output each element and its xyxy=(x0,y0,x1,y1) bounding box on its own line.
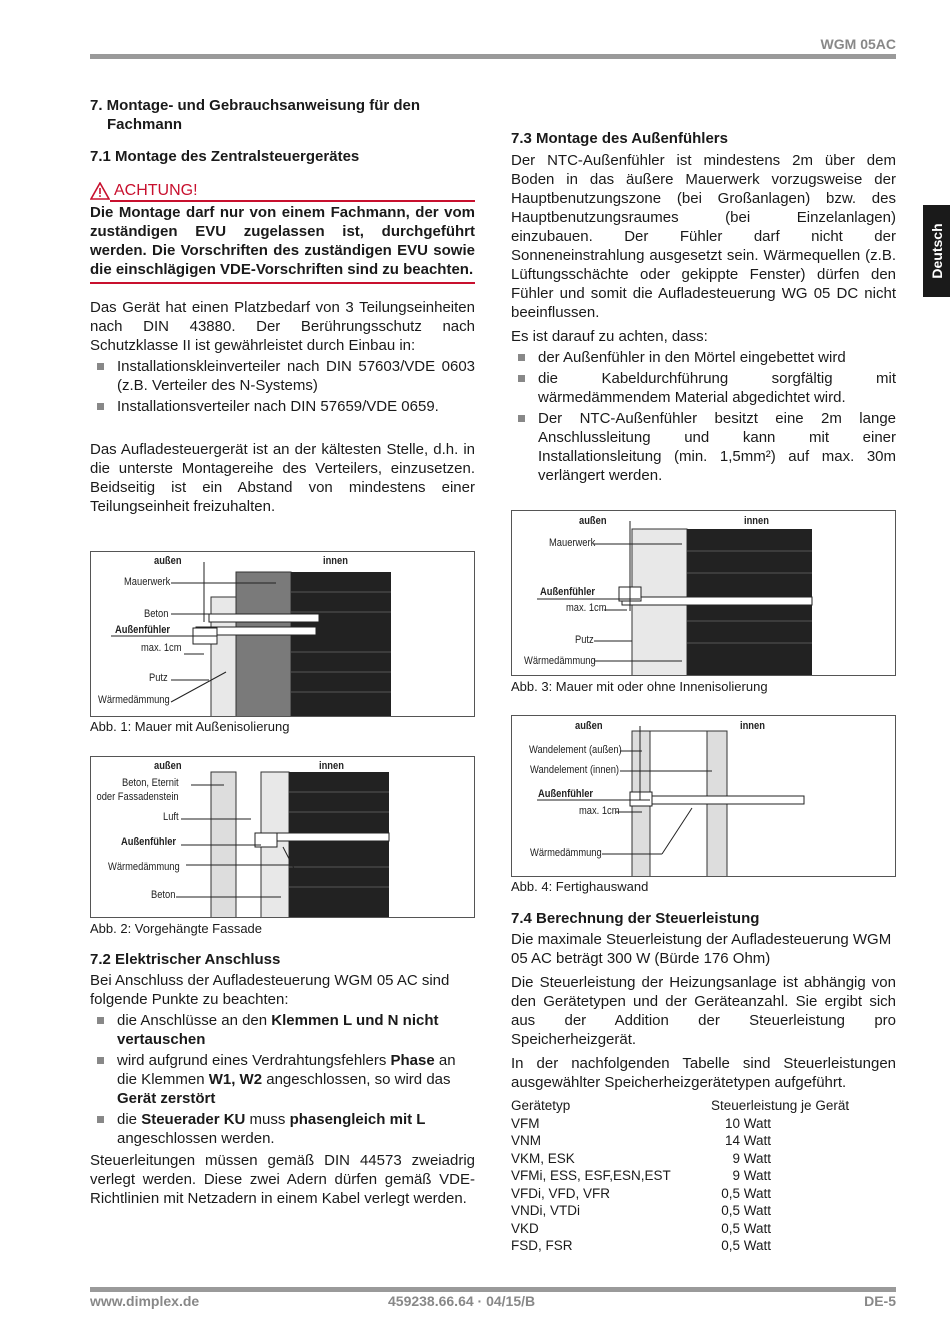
label-innen: innen xyxy=(323,555,348,567)
label-waermedaemmung: Wärmedämmung xyxy=(108,861,180,873)
document-title: WGM 05AC xyxy=(820,36,896,52)
list-item: Der NTC-Außenfühler besitzt eine 2m lange Anschlussleitung und kann mit einer Installationsleitung (min. 1,5mm²) auf max. 30m verlängert werden. xyxy=(511,409,896,485)
warning-triangle-icon xyxy=(90,182,110,200)
table-row: VKD 0,5 Watt xyxy=(511,1220,771,1236)
label-aussenfuehler: Außenfühler xyxy=(538,788,594,800)
table-row: FSD, FSR 0,5 Watt xyxy=(511,1238,771,1253)
label-aussen: außen xyxy=(154,555,182,567)
table-row: VKM, ESK 9 Watt xyxy=(511,1150,771,1166)
footer-docnum: 459238.66.64 · 04/15/B xyxy=(388,1293,536,1309)
warning-rule-bottom xyxy=(90,282,475,284)
heading-7-3: 7.3 Montage des Außenfühlers xyxy=(511,130,728,147)
list-item: Installationskleinverteiler nach DIN 57603/VDE 0603 (z.B. Verteiler des N-Systems) xyxy=(90,357,475,395)
label-putz: Putz xyxy=(575,634,594,646)
figure-3 xyxy=(511,510,896,676)
label-fassadenstein: oder Fassadenstein xyxy=(96,791,179,803)
label-mauerwerk: Mauerwerk xyxy=(124,576,171,588)
left-column-bottom xyxy=(90,950,475,1208)
list-installation xyxy=(90,357,475,416)
paragraph-ntc: Der NTC-Außenfühler ist mindestens 2m über dem Boden in das äußere Mauerwerk vorzugsweise der Hauptbenutzungszone (bei Großanlagen) bzw. des Hauptbenutzungsraumes (bei Einzelanlagen) einzubauen. Der Fühler darf nicht der Sonneneinstrahlung ausgesetzt sein. Wärmequellen (z.B. Lüftungsschächte oder gekippte Fenster) dürfen den Fühler und somit die Aufladesteuerung WG 05 DC nicht beeinflussen. xyxy=(511,152,896,321)
label-aussen: außen xyxy=(579,515,607,527)
label-beton: Beton xyxy=(144,608,169,620)
table-row: VFMi, ESS, ESF,ESN,EST 9 Watt xyxy=(511,1168,771,1183)
paragraph-platzbedarf: Das Gerät hat einen Platzbedarf von 3 Teilungseinheiten nach DIN 43880. Der Berührungsschutz nach Schutzklasse II ist gewährleistet durch Einbau in: xyxy=(90,299,475,354)
steuerleistung-table xyxy=(511,1097,849,1255)
footer-rule xyxy=(90,1287,896,1292)
list-item: wird aufgrund eines Verdrahtungsfehlers Phase an die Klemmen W1, W2 angeschlossen, so wird das Gerät zerstört xyxy=(90,1051,475,1108)
label-beton: Beton xyxy=(151,889,176,901)
label-aussenfuehler: Außenfühler xyxy=(115,624,171,636)
label-putz: Putz xyxy=(149,672,168,684)
list-item: der Außenfühler in den Mörtel eingebettet wird xyxy=(511,348,896,367)
table-row: VNM 14 Watt xyxy=(511,1133,771,1148)
heading-7: 7. Montage- und Gebrauchsanweisung für den Fachmann xyxy=(90,97,421,133)
list-anschluss xyxy=(90,1011,475,1148)
table-row: VNDi, VTDi 0,5 Watt xyxy=(511,1203,771,1218)
language-tab xyxy=(923,205,950,297)
label-mauerwerk: Mauerwerk xyxy=(549,537,596,549)
figure-2-caption: Abb. 2: Vorgehängte Fassade xyxy=(90,921,263,936)
label-aussen: außen xyxy=(154,760,182,772)
list-item: Installationsverteiler nach DIN 57659/VDE 0659. xyxy=(90,397,475,416)
warning-box xyxy=(90,181,475,284)
label-innen: innen xyxy=(744,515,769,527)
label-max-1cm: max. 1cm xyxy=(141,642,182,654)
table-header-row xyxy=(511,1097,849,1115)
label-innen: innen xyxy=(319,760,344,772)
paragraph-achten: Es ist darauf zu achten, dass: xyxy=(511,328,708,345)
label-aussenfuehler: Außenfühler xyxy=(121,836,177,848)
label-waermedaemmung: Wärmedämmung xyxy=(524,655,596,667)
right-column-top xyxy=(511,129,896,485)
table-header: Gerätetyp xyxy=(511,1098,571,1113)
warning-text: Die Montage darf nur von einem Fachmann, der vom zuständigen EVU zugelassen ist, durchgeführt werden. Die Vorschriften des zuständigen EVU sowie die einschlägigen VDE-Vorschriften sind zu beachten. xyxy=(90,204,475,278)
list-item: die Kabeldurchführung sorgfältig mit wärmedämmendem Material abgedichtet wird. xyxy=(511,369,896,407)
label-aussenfuehler: Außenfühler xyxy=(540,586,596,598)
label-wandelement-innen: Wandelement (innen) xyxy=(530,764,620,776)
label-max-1cm: max. 1cm xyxy=(566,602,607,614)
label-waermedaemmung: Wärmedämmung xyxy=(530,847,602,859)
paragraph-max-steuerleistung: Die maximale Steuerleistung der Aufladesteuerung WGM 05 AC beträgt 300 W (Bürde 176 Ohm) xyxy=(511,931,892,967)
label-max-1cm: max. 1cm xyxy=(579,805,620,817)
figure-2 xyxy=(90,756,475,918)
label-innen: innen xyxy=(740,720,765,732)
table-row: VFDi, VFD, VFR 0,5 Watt xyxy=(511,1185,771,1201)
label-luft: Luft xyxy=(163,811,179,823)
paragraph-anschluss: Bei Anschluss der Aufladesteuerung WGM 05 AC sind folgende Punkte zu beachten: xyxy=(90,972,450,1008)
list-achten xyxy=(511,348,896,485)
header-rule xyxy=(90,54,896,59)
label-aussen: außen xyxy=(575,720,603,732)
figure-3-caption: Abb. 3: Mauer mit oder ohne Innenisolierung xyxy=(511,679,768,694)
right-column-bottom xyxy=(511,909,896,1092)
list-item: die Anschlüsse an den Klemmen L und N nicht vertauschen xyxy=(90,1011,475,1049)
figure-1-caption: Abb. 1: Mauer mit Außenisolierung xyxy=(90,719,290,734)
warning-title: ACHTUNG! xyxy=(114,182,198,199)
paragraph-steuerleistung-heizung: Die Steuerleistung der Heizungsanlage ist abhängig von den Gerätetypen und der Geräteanzahl. Sie ergibt sich aus der Addition der Steuerleistung pro Speicherheizgerät. xyxy=(511,974,896,1048)
figure-1 xyxy=(90,551,475,717)
label-beton-eternit: Beton, Eternit xyxy=(122,777,179,789)
figure-4-caption: Abb. 4: Fertighauswand xyxy=(511,879,649,894)
language-tab-label: Deutsch xyxy=(928,223,945,279)
left-column-top xyxy=(90,96,475,516)
label-waermedaemmung: Wärmedämmung xyxy=(98,694,170,706)
warning-header xyxy=(90,181,475,201)
heading-7-2: 7.2 Elektrischer Anschluss xyxy=(90,951,281,968)
heading-7-4: 7.4 Berechnung der Steuerleistung xyxy=(511,910,760,927)
heading-7-1: 7.1 Montage des Zentralsteuergerätes xyxy=(90,148,360,165)
table-header: Steuerleistung je Gerät xyxy=(711,1098,850,1113)
figure-4 xyxy=(511,715,896,877)
list-item: die Steuerader KU muss phasengleich mit L angeschlossen werden. xyxy=(90,1110,475,1148)
footer-page-number: DE-5 xyxy=(864,1293,896,1309)
label-wandelement-aussen: Wandelement (außen) xyxy=(529,744,622,756)
table-row: VFM 10 Watt xyxy=(511,1115,771,1131)
paragraph-tabelle-intro: In der nachfolgenden Tabelle sind Steuerleistungen ausgewählter Speicherheizgerätetypen aufgeführt. xyxy=(511,1055,896,1091)
footer-website[interactable]: www.dimplex.de xyxy=(90,1293,200,1309)
paragraph-steuerleitungen: Steuerleitungen müssen gemäß DIN 44573 zweiadrig verlegt werden. Diese zwei Adern dürfen gemäß VDE-Richtlinien mit Netzadern in einem Kabel verlegt werden. xyxy=(90,1152,475,1207)
paragraph-aufladesteuergeraet: Das Aufladesteuergerät ist an der kältesten Stelle, d.h. in die unterste Montagereihe des Verteilers, einzusetzen. Beidseitig ist ein Abstand von mindestens einer Teilungseinheit freizuhalten. xyxy=(90,441,475,515)
